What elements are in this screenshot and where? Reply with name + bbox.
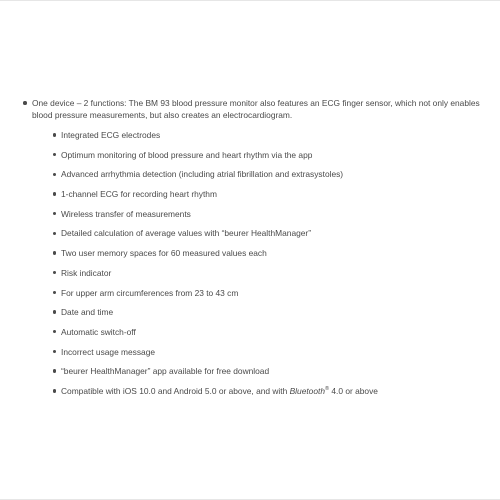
feature-text: Incorrect usage message [61,346,156,357]
bullet-dot-icon [23,101,27,105]
feature-text: 1-channel ECG for recording heart rhythm [61,189,217,200]
feature-item [32,168,490,188]
feature-item [32,365,490,385]
main-bullet-item [22,97,490,405]
compat-registered-mark: ® [324,386,330,393]
feature-text: For upper arm circumferences from 23 to 43 cm [61,287,239,298]
compat-text-after: 4.0 or above [329,385,378,396]
bullet-dot-icon [53,232,56,235]
feature-item [32,306,490,326]
bullet-dot-icon [53,251,56,254]
intro-text: One device – 2 functions: The BM 93 blood pressure monitor also features an ECG finger sensor, which not only enables blood pressure measurements, but also creates an electrocardiogram. [32,98,480,120]
bullet-dot-icon [53,369,56,372]
feature-item [32,247,490,267]
bullet-dot-icon [53,310,56,313]
compat-text-before: Compatible with iOS 10.0 and Android 5.0 or above, and with [61,385,290,396]
product-description [22,97,490,405]
top-divider [0,0,500,1]
bullet-dot-icon [53,350,56,353]
feature-text: Integrated ECG electrodes [61,130,161,140]
compat-brand: Bluetooth [289,385,325,396]
bullet-dot-icon [53,212,56,215]
feature-text: Advanced arrhythmia detection (including atrial fibrillation and extrasystoles) [61,169,344,180]
bullet-dot-icon [53,271,56,274]
feature-item [32,227,490,247]
feature-item [32,149,490,169]
feature-text: Wireless transfer of measurements [61,208,191,219]
bullet-dot-icon [53,153,56,156]
feature-text: Optimum monitoring of blood pressure and heart rhythm via the app [61,149,313,160]
bullet-dot-icon [53,389,56,392]
feature-item [32,267,490,287]
bullet-dot-icon [53,291,56,294]
feature-item [32,208,490,228]
feature-item [32,326,490,346]
feature-text: “beurer HealthManager” app available for free download [61,366,270,377]
feature-item [32,188,490,208]
feature-list [32,129,490,405]
bullet-dot-icon [53,192,56,195]
feature-item [32,287,490,307]
feature-item [32,129,490,149]
feature-text: Two user memory spaces for 60 measured values each [61,248,267,259]
bullet-dot-icon [53,173,56,176]
feature-item [32,346,490,366]
feature-text: Detailed calculation of average values with “beurer HealthManager” [61,228,311,239]
bullet-dot-icon [53,133,56,136]
feature-text: Risk indicator [61,267,112,278]
feature-item-compatibility [32,385,490,405]
bullet-dot-icon [53,330,56,333]
feature-text: Automatic switch-off [61,326,136,337]
feature-text: Date and time [61,307,114,318]
